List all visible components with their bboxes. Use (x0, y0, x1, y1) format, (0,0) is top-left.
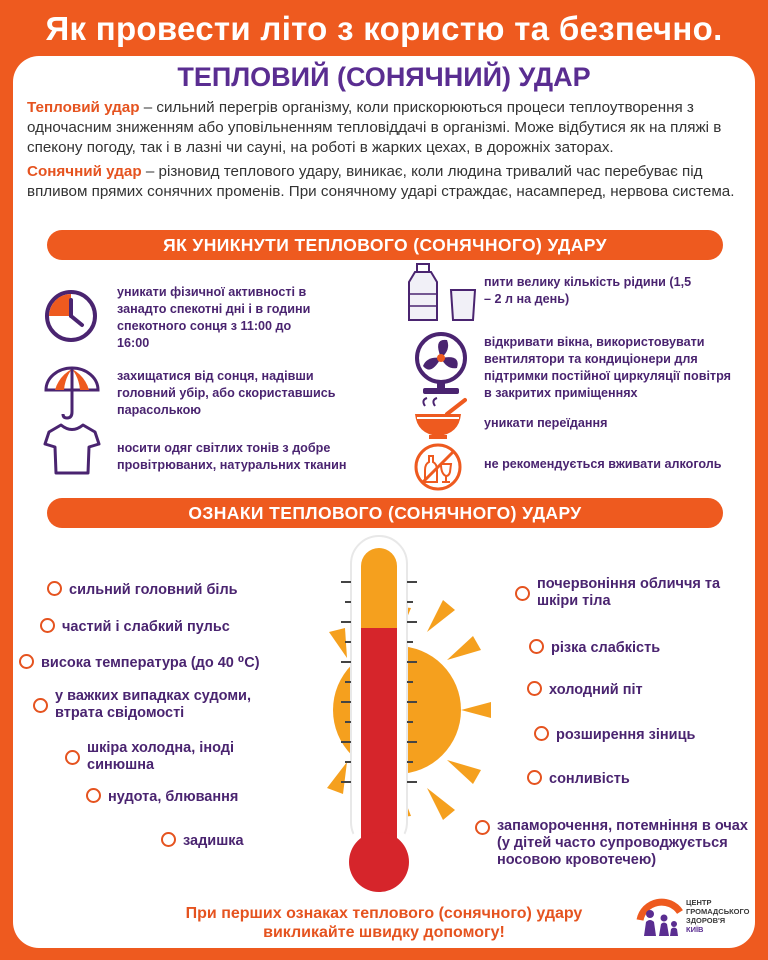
page-title: Як провести літо з користю та безпечно. (45, 10, 723, 47)
symptom-item: холодний піт (527, 681, 643, 699)
water-bottle-icon (403, 262, 483, 324)
symptom-item: задишка (161, 832, 244, 850)
symptom-item: сильний головний біль (47, 581, 238, 599)
bullet-icon (33, 698, 48, 713)
sunstroke-definition (27, 162, 747, 202)
no-alcohol-icon (413, 442, 463, 492)
sun-thermometer-illustration (315, 532, 495, 904)
bullet-icon (40, 618, 55, 633)
symptoms-banner: ОЗНАКИ ТЕПЛОВОГО (СОНЯЧНОГО) УДАРУ (47, 498, 723, 528)
bowl-icon (411, 396, 467, 440)
clock-icon (42, 287, 100, 345)
bullet-icon (47, 581, 62, 596)
symptom-item: запаморочення, потемніння в очах (у дітей часто супроводжується носовою кровотечею) (475, 818, 753, 869)
tip-hydration: пити велику кількість рідини (1,5 – 2 л на день) (484, 275, 692, 306)
heatstroke-definition (27, 98, 747, 158)
symptom-item: частий і слабкий пульс (40, 618, 230, 636)
symptom-item: почервоніння обличчя та шкіри тіла (515, 576, 755, 610)
public-health-center-logo-icon (634, 890, 684, 940)
bullet-icon (527, 681, 542, 696)
bullet-icon (65, 750, 80, 765)
umbrella-icon (43, 364, 101, 422)
symptom-item: різка слабкість (529, 639, 660, 657)
symptom-item: розширення зіниць (534, 726, 695, 744)
fan-icon (411, 332, 475, 396)
tshirt-icon (43, 420, 101, 478)
heatstroke-term: Тепловий удар (27, 99, 140, 116)
tip-activity: уникати фізичної активності в занадто спекотні дні і в години спекотного сонця з 11:00 до 16:00 (117, 285, 311, 350)
bullet-icon (475, 820, 490, 835)
emergency-warning: При перших ознаках теплового (сонячного) удару викликайте швидку допомогу! (185, 905, 583, 941)
tip-alcohol: не рекомендується вживати алкоголь (484, 457, 722, 471)
bullet-icon (161, 832, 176, 847)
bullet-icon (515, 586, 530, 601)
heatstroke-text: – сильний перегрів організму, коли прискорюються процеси теплоутворення з одночасним зниженням або уповільненням тепловіддачі в організмі. Може відбутися як на пляжі в спекону погоду, так і в лазні чи сауні, на роботі в жарких цехах, в дорожніх заторах. (27, 99, 722, 156)
bullet-icon (19, 654, 34, 669)
tip-clothing: носити одяг світлих тонів з добре провітрюваних, натуральних тканин (117, 441, 347, 472)
bullet-icon (534, 726, 549, 741)
thermometer-icon (341, 536, 417, 900)
symptom-item: висока температура (до 40 ⁰С) (19, 654, 260, 672)
symptom-item: шкіра холодна, іноді синюшна (65, 740, 285, 774)
symptom-item: нудота, блювання (86, 788, 238, 806)
sunstroke-text: – різновид теплового удару, виникає, коли людина тривалий час перебуває під впливом прямих сонячних променів. При сонячному ударі страждає, насамперед, нервова система. (27, 163, 735, 200)
bullet-icon (86, 788, 101, 803)
subtitle: ТЕПЛОВИЙ (СОНЯЧНИЙ) УДАР (177, 62, 591, 92)
symptom-item: сонливість (527, 770, 630, 788)
tip-overeating: уникати переїдання (484, 416, 608, 430)
bullet-icon (527, 770, 542, 785)
sunstroke-term: Сонячний удар (27, 163, 142, 180)
bullet-icon (529, 639, 544, 654)
tip-headwear: захищатися від сонця, надівши головний убір, або скориставшись парасолькою (117, 369, 336, 417)
prevention-banner: ЯК УНИКНУТИ ТЕПЛОВОГО (СОНЯЧНОГО) УДАРУ (47, 230, 723, 260)
tip-ventilation: відкривати вікна, використовувати вентилятори та кондиціонери для підтримки постійної циркуляції повітря в закритих приміщеннях (484, 335, 731, 400)
logo-text: ЦЕНТР ГРОМАДСЬКОГО ЗДОРОВ'Я КИЇВ (686, 898, 750, 934)
content-card (13, 56, 755, 948)
symptom-item: у важких випадках судоми, втрата свідомості (33, 688, 303, 722)
